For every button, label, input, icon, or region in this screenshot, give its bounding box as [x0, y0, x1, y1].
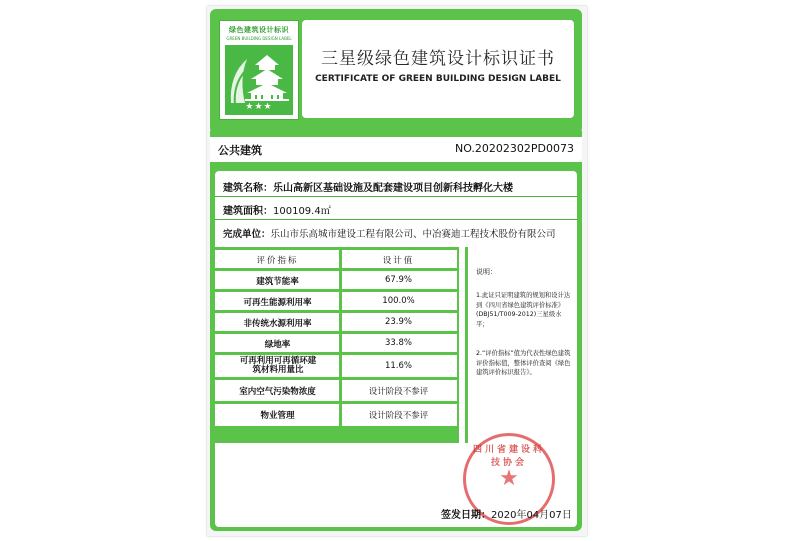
- table-header: [215, 250, 457, 271]
- building-area-row: [223, 202, 331, 217]
- table-row: [215, 271, 457, 292]
- indicator-name: 可再生能源利用率: [243, 298, 312, 308]
- indicator-name: 建筑节能率: [256, 277, 299, 287]
- issue-date-label: 签发日期：: [441, 510, 491, 521]
- notes-panel: [465, 247, 576, 443]
- indicator-value: 23.9%: [384, 317, 412, 327]
- certificate-title-en: CERTIFICATE OF GREEN BUILDING DESIGN LABEL: [315, 74, 561, 84]
- table-row: [215, 313, 457, 334]
- indicator-value: 67.9%: [384, 275, 412, 285]
- certificate: [207, 6, 587, 536]
- indicator-value: 设计阶段不参评: [368, 387, 429, 397]
- building-category: 公共建筑: [218, 144, 262, 157]
- table-row: [215, 404, 457, 429]
- divider: [215, 196, 577, 197]
- building-name-row: [223, 179, 513, 194]
- certificate-number: NO.20202302PD0073: [454, 142, 574, 155]
- indicator-name: 物业管理: [260, 411, 295, 421]
- certificate-title: 三星级绿色建筑设计标识证书: [321, 49, 555, 69]
- completion-unit-row: [223, 226, 556, 240]
- note-item: 2.“评价指标”值为代表性绿色建筑评价指标值，整体评价查阅《绿色建筑评价标识报告》。: [476, 350, 571, 376]
- indicator-value: 100.0%: [382, 296, 415, 306]
- completion-unit-label: 完成单位：: [223, 229, 271, 240]
- indicator-name: 绿地率: [264, 340, 291, 350]
- indicator-name: 可再利用可再循环建筑材料用量比: [239, 356, 317, 375]
- indicator-value: 设计阶段不参评: [368, 411, 429, 421]
- category-band: [210, 137, 582, 162]
- indicator-value: 33.8%: [384, 338, 412, 348]
- logo-label-cn: 绿色建筑设计标识: [229, 26, 289, 34]
- notes-title: 说明：: [476, 268, 497, 276]
- indicator-value: 11.6%: [384, 361, 412, 371]
- indicator-name: 室内空气污染物浓度: [239, 387, 316, 397]
- issue-date: 2020年04月07日: [491, 510, 572, 521]
- table-row: [215, 355, 457, 380]
- seal-text: 四川省建设科技协会: [472, 445, 545, 468]
- logo-label-en: GREEN BUILDING DESIGN LABEL: [226, 36, 292, 41]
- note-item: 1.此证只证明建筑的规划和设计达到《四川省绿色建筑评价标准》(DBJ51/T009-2012)三星级水平；: [476, 292, 571, 328]
- building-area: 100109.4㎡: [273, 206, 331, 217]
- title-box: [302, 20, 574, 118]
- temple-emblem-icon: [225, 45, 293, 115]
- green-building-logo: [219, 20, 299, 120]
- divider: [215, 219, 577, 220]
- building-name-label: 建筑名称：: [223, 183, 273, 194]
- indicator-name: 非传统水源利用率: [243, 319, 312, 329]
- header-indicator: 评价指标: [256, 256, 299, 266]
- seal-star-icon: ★: [499, 466, 519, 491]
- content-area: [215, 171, 577, 527]
- building-area-label: 建筑面积：: [223, 206, 273, 217]
- building-name: 乐山高新区基础设施及配套建设项目创新科技孵化大楼: [273, 183, 513, 194]
- header-design-value: 设计值: [382, 256, 415, 266]
- table-row: [215, 334, 457, 355]
- table-row: [215, 292, 457, 313]
- table-row: [215, 380, 457, 404]
- logo-stars: ★★★: [245, 102, 273, 112]
- completion-unit: 乐山市乐高城市建设工程有限公司、中冶赛迪工程技术股份有限公司: [270, 229, 556, 240]
- issue-date-row: [441, 506, 572, 521]
